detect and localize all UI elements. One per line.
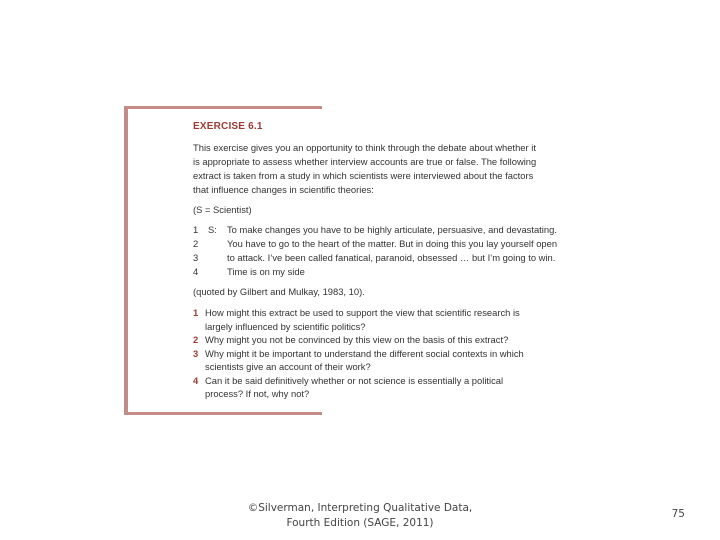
question-item — [193, 374, 543, 401]
extract-line — [193, 237, 558, 251]
question-number: 4 — [193, 374, 199, 386]
question-text: Can it be said definitively whether or not science is essentially a political process? If not, why not? — [205, 374, 504, 399]
extract-line — [193, 251, 556, 265]
credit-line-2: Fourth Edition (SAGE, 2011) — [286, 517, 434, 529]
line-number: 4 — [193, 266, 199, 277]
question-text: Why might you not be convinced by this view on the basis of this extract? — [205, 334, 509, 345]
interview-extract — [193, 223, 558, 279]
question-text: Why might it be important to understand the different social contexts in which scientists give an account of their work? — [205, 347, 524, 372]
quote-source: (quoted by Gilbert and Mulkay, 1983, 10). — [193, 286, 365, 297]
speaker-label: S: — [208, 224, 217, 235]
footer-credit — [200, 501, 520, 531]
question-list — [193, 306, 543, 401]
extract-line — [193, 223, 557, 237]
question-number: 3 — [193, 347, 199, 359]
question-number: 1 — [193, 307, 199, 318]
question-text: How might this extract be used to support the view that scientific research is largely influenced by scientific politics? — [205, 307, 520, 332]
question-item — [193, 347, 543, 374]
line-number: 1 — [193, 224, 199, 235]
extract-line — [193, 265, 543, 279]
exercise-title: EXERCISE 6.1 — [193, 121, 263, 132]
line-text: You have to go to the heart of the matter. But in doing this you lay yourself open — [227, 238, 558, 249]
speaker-legend: (S = Scientist) — [193, 204, 252, 215]
line-text: Time is on my side — [227, 266, 305, 277]
question-item — [193, 306, 543, 333]
line-text: To make changes you have to be highly articulate, persuasive, and devastating. — [227, 224, 557, 235]
question-number: 2 — [193, 334, 199, 345]
exercise-intro: This exercise gives you an opportunity to think through the debate about whether it is appropriate to assess whether interview accounts are true or false. The following extract is taken from a study in which scientists were interviewed about the factors that influence changes in scientific theories: — [193, 142, 537, 195]
line-number: 3 — [193, 252, 199, 263]
credit-line-1: ©Silverman, Interpreting Qualitative Data, — [247, 502, 473, 514]
question-item — [193, 333, 543, 347]
line-text: to attack. I’ve been called fanatical, paranoid, obsessed … but I’m going to win. — [227, 252, 556, 263]
line-number: 2 — [193, 238, 199, 249]
page-number: 75 — [671, 508, 685, 520]
